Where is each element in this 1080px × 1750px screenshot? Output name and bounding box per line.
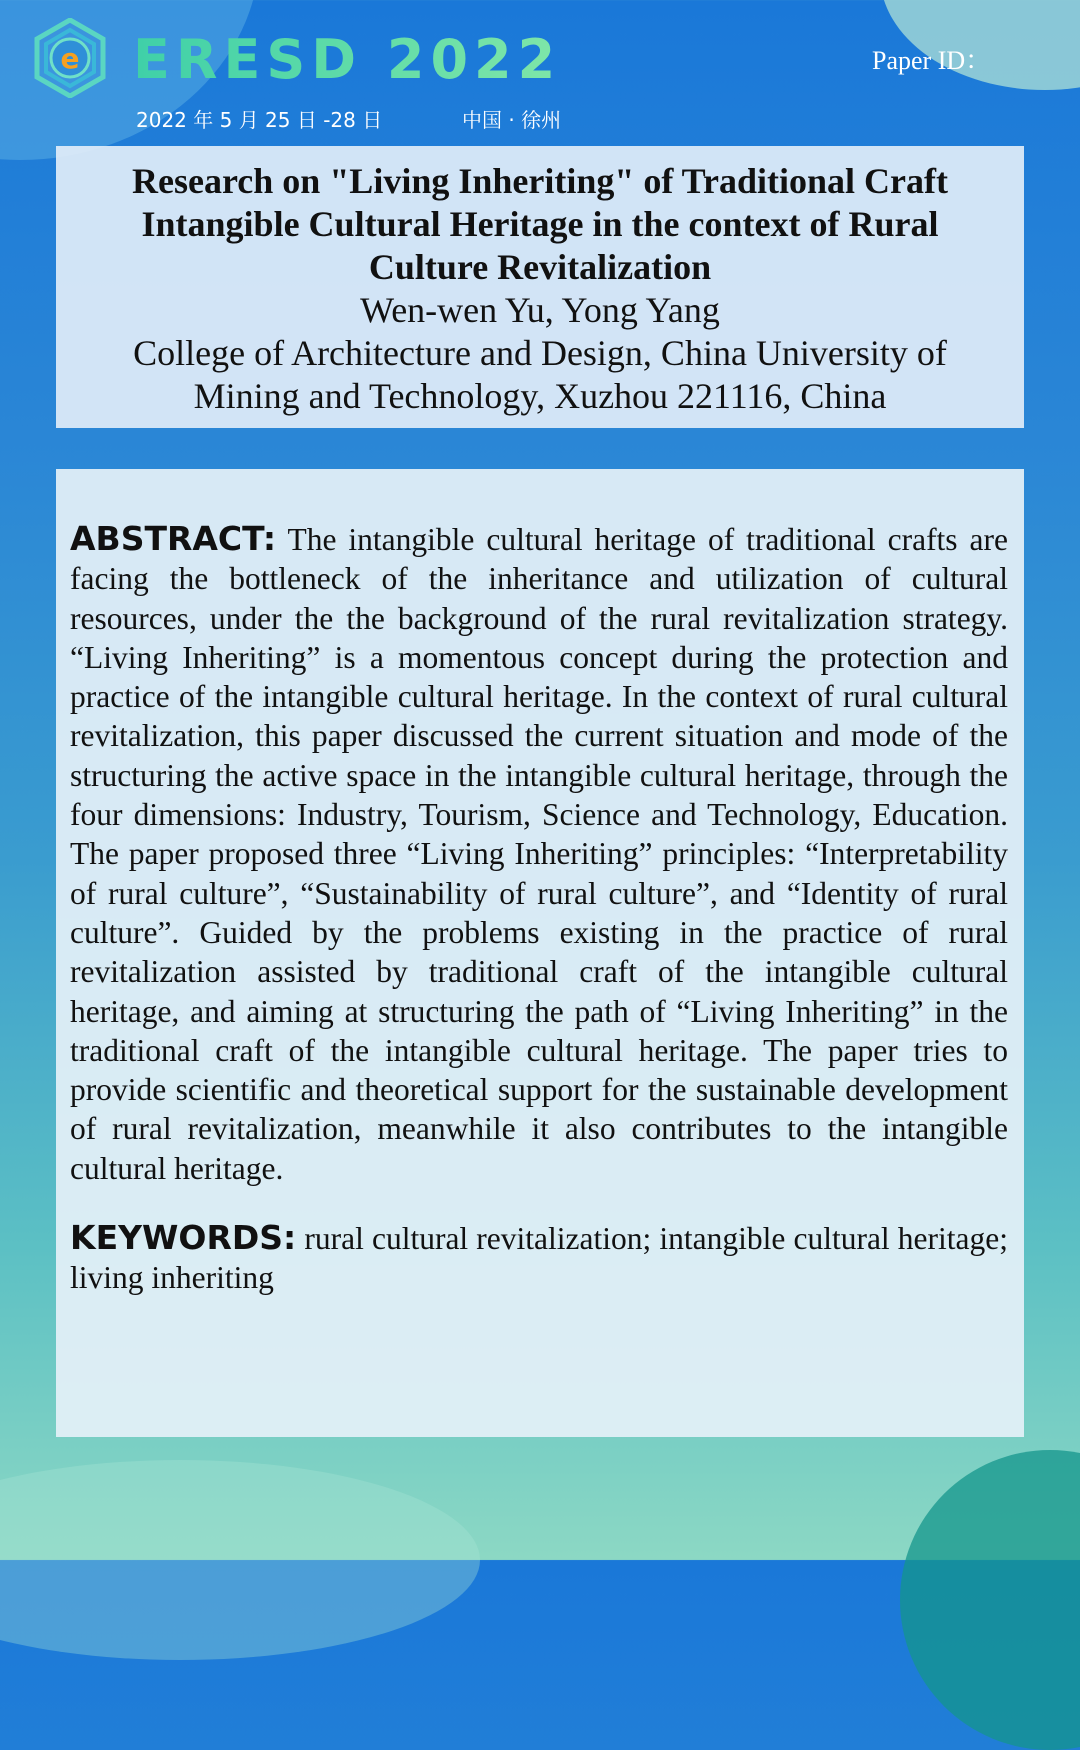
conference-date: 2022 年 5 月 25 日 -28 日 xyxy=(136,108,383,132)
paper-title: Research on "Living Inheriting" of Traditional Craft Intangible Cultural Heritage in the context of Rural Culture Revitalization xyxy=(132,161,948,287)
conference-logo-icon xyxy=(30,18,110,98)
conference-brand: ERESD 2022 xyxy=(133,28,562,91)
paper-authors: Wen-wen Yu, Yong Yang xyxy=(360,290,720,330)
background-shape-bottom-left xyxy=(0,1460,480,1660)
title-panel xyxy=(56,146,1024,428)
abstract-label: ABSTRACT: xyxy=(70,519,277,558)
conference-logo xyxy=(30,18,110,98)
conference-location: 中国 · 徐州 xyxy=(462,108,562,132)
abstract-text: The intangible cultural heritage of traditional crafts are facing the bottleneck of the inheritance and utilization of cultural resources, under the the background of the rural revitalization strategy. “Living Inheriting” is a momentous concept during the protection and practice of the intangible cultural heritage. In the context of rural cultural revitalization, this paper discussed the current situation and mode of the structuring the active space in the intangible cultural heritage, through the four dimensions: Industry, Tourism, Science and Technology, Education. The paper proposed three “Living Inheriting” principles: “Interpretability of rural culture”, “Sustainability of rural culture”, and “Identity of rural culture”. Guided by the problems existing in the practice of rural revitalization assisted by traditional craft of the intangible cultural heritage, and aiming at structuring the path of “Living Inheriting” in the traditional craft of the intangible cultural heritage. The paper tries to provide scientific and theoretical support for the sustainable development of rural revitalization, meanwhile it also contributes to the intangible cultural heritage. xyxy=(70,522,1008,1186)
keywords-paragraph xyxy=(70,1218,1008,1298)
keywords-text: rural cultural revitalization; intangible cultural heritage; living inheriting xyxy=(70,1221,1009,1296)
background-shape-bottom-right xyxy=(900,1450,1080,1750)
paper-affiliation: College of Architecture and Design, China University of Mining and Technology, Xuzhou 221116, China xyxy=(133,333,947,416)
keywords-label: KEYWORDS: xyxy=(70,1218,297,1258)
paper-id-label: Paper ID： xyxy=(872,46,992,75)
abstract-paragraph xyxy=(70,519,1008,1188)
logo-letter: e xyxy=(60,42,80,75)
abstract-panel xyxy=(56,469,1024,1437)
